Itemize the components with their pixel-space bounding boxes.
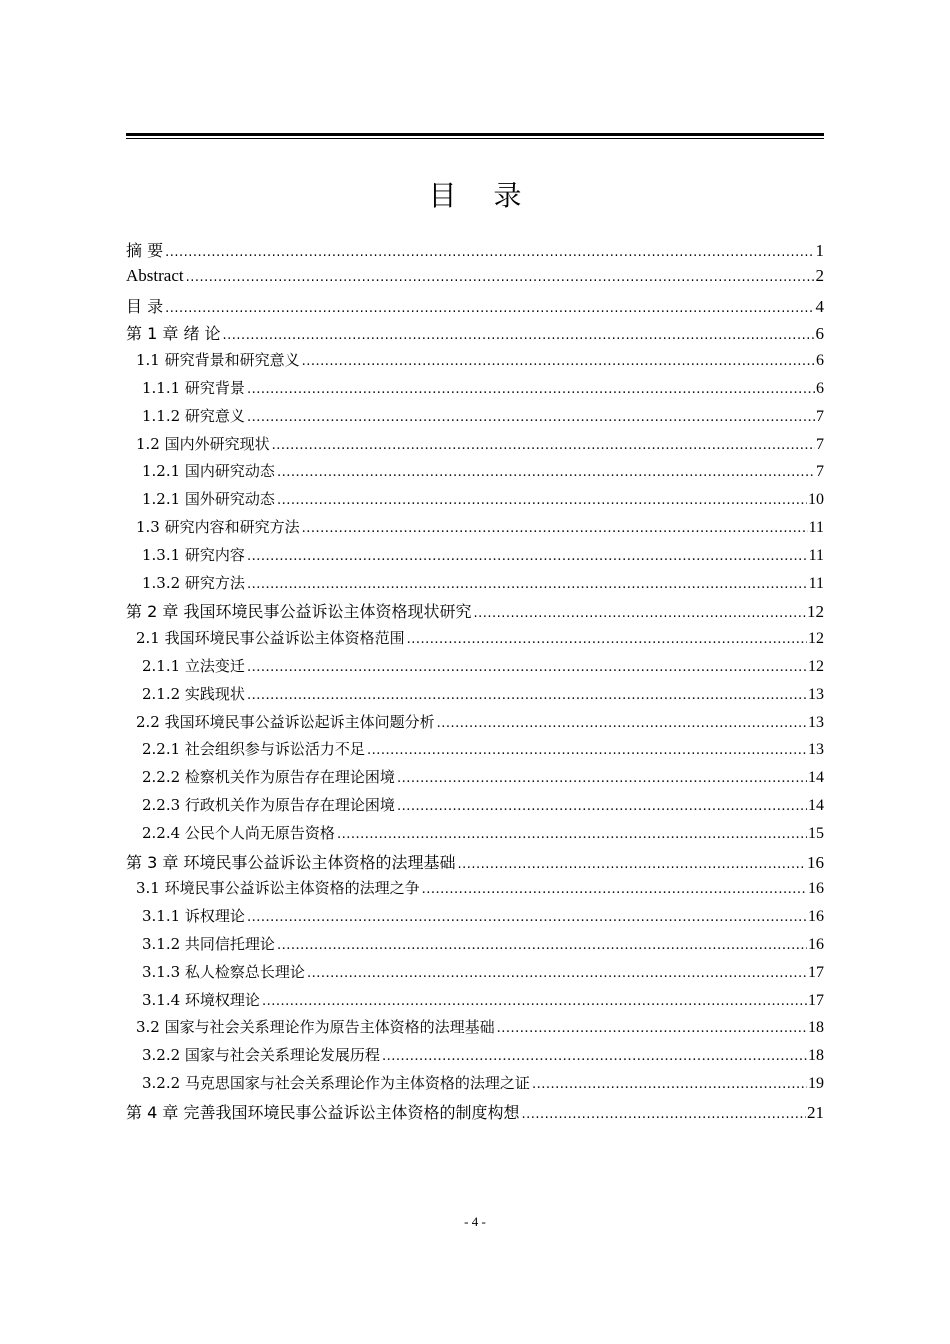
toc-entry-page: 12 <box>807 602 824 622</box>
toc-entry-page: 13 <box>808 713 824 731</box>
toc-entry-label: 3.2.2 国家与社会关系理论发展历程 <box>142 1046 380 1065</box>
toc-entry[interactable] <box>126 1016 824 1044</box>
toc-entry-page: 11 <box>808 574 824 592</box>
toc-entry[interactable] <box>126 627 824 655</box>
toc-dot-leader <box>382 1049 807 1064</box>
toc-entry-label: 第 3 章 环境民事公益诉讼主体资格的法理基础 <box>126 852 456 872</box>
toc-dot-leader <box>262 994 807 1009</box>
toc-dot-leader <box>186 270 815 285</box>
toc-dot-leader <box>407 632 807 647</box>
toc-entry-label: 3.1.2 共同信托理论 <box>142 934 275 953</box>
toc-entry-page: 13 <box>808 741 824 759</box>
toc-entry[interactable] <box>126 905 824 933</box>
toc-entry-label: 2.1 我国环境民事公益诉讼主体资格范围 <box>136 629 405 648</box>
toc-dot-leader <box>337 827 807 842</box>
toc-entry[interactable] <box>126 766 824 794</box>
header-double-rule <box>126 133 824 139</box>
toc-entry-page: 16 <box>808 880 824 898</box>
toc-entry[interactable] <box>126 294 824 322</box>
toc-entry-page: 6 <box>816 379 824 397</box>
toc-dot-leader <box>457 857 806 872</box>
toc-entry-page: 4 <box>815 296 824 316</box>
toc-entry-label: 3.1.4 环境权理论 <box>142 990 260 1009</box>
toc-entry-page: 7 <box>816 463 824 481</box>
toc-dot-leader <box>532 1077 807 1092</box>
toc-entry-label: 2.1.2 实践现状 <box>142 684 245 703</box>
toc-entry[interactable] <box>126 961 824 989</box>
toc-entry-page: 18 <box>808 1019 824 1037</box>
toc-entry-page: 16 <box>807 852 824 872</box>
toc-entry-label: 1.1.2 研究意义 <box>142 406 245 425</box>
toc-entry-label: 2.2.3 行政机关作为原告存在理论困境 <box>142 795 395 814</box>
toc-entry-page: 18 <box>808 1047 824 1065</box>
toc-dot-leader <box>367 743 807 758</box>
toc-dot-leader <box>277 938 807 953</box>
toc-entry[interactable] <box>126 516 824 544</box>
toc-entry[interactable] <box>126 989 824 1017</box>
toc-entry-page: 21 <box>807 1102 824 1122</box>
toc-entry-page: 12 <box>808 630 824 648</box>
toc-dot-leader <box>521 1107 806 1122</box>
toc-entry-label: 3.1.3 私人检察总长理论 <box>142 962 305 981</box>
header-rule-thin <box>126 138 824 139</box>
toc-dot-leader <box>165 245 814 260</box>
toc-entry-page: 19 <box>808 1074 824 1092</box>
toc-entry[interactable] <box>126 711 824 739</box>
toc-entry-label: 1.2.1 国外研究动态 <box>142 490 275 509</box>
toc-entry[interactable] <box>126 544 824 572</box>
toc-entry-label: 1.3.2 研究方法 <box>142 573 245 592</box>
toc-entry[interactable] <box>126 349 824 377</box>
toc-entry-page: 7 <box>816 435 824 453</box>
toc-dot-leader <box>397 771 807 786</box>
page-number: - 4 - <box>464 1214 486 1229</box>
toc-title: 目 录 <box>428 179 536 212</box>
toc-entry-page: 15 <box>808 824 824 842</box>
toc-entry[interactable] <box>126 572 824 600</box>
toc-entry-page: 11 <box>808 546 824 564</box>
toc-dot-leader <box>422 882 807 897</box>
toc-entry[interactable] <box>126 377 824 405</box>
toc-entry-page: 17 <box>808 963 824 981</box>
toc-entry[interactable] <box>126 321 824 349</box>
toc-entry-page: 14 <box>808 769 824 787</box>
toc-dot-leader <box>223 328 815 343</box>
toc-entry-page: 6 <box>815 324 824 344</box>
toc-dot-leader <box>247 382 815 397</box>
toc-entry-label: 摘 要 <box>126 241 164 260</box>
toc-entry[interactable] <box>126 433 824 461</box>
toc-entry-label: 第 4 章 完善我国环境民事公益诉讼主体资格的制度构想 <box>126 1102 520 1122</box>
toc-entry[interactable] <box>126 488 824 516</box>
toc-entry-page: 2 <box>815 265 824 285</box>
toc-entry-label: 1.3.1 研究内容 <box>142 545 245 564</box>
toc-entry-label: 2.2.1 社会组织参与诉讼活力不足 <box>142 740 365 759</box>
toc-entry[interactable] <box>126 1044 824 1072</box>
toc-entry-label: 1.1 研究背景和研究意义 <box>136 351 300 370</box>
toc-entry-label: 1.3 研究内容和研究方法 <box>136 517 300 536</box>
toc-dot-leader <box>302 521 808 536</box>
toc-dot-leader <box>272 438 815 453</box>
toc-dot-leader <box>247 549 808 564</box>
toc-entry[interactable] <box>126 683 824 711</box>
toc-entry-label: 目 录 <box>126 296 164 316</box>
toc-entry-page: 1 <box>815 241 824 260</box>
toc-entry[interactable] <box>126 794 824 822</box>
toc-entry-label: 2.2.2 检察机关作为原告存在理论困境 <box>142 768 395 787</box>
toc-entry[interactable] <box>126 850 824 878</box>
toc-entry-page: 13 <box>808 685 824 703</box>
toc-entry[interactable] <box>126 238 824 266</box>
toc-entry-label: 2.2 我国环境民事公益诉讼起诉主体问题分析 <box>136 712 435 731</box>
toc-dot-leader <box>437 716 807 731</box>
header-rule-thick <box>126 133 824 136</box>
toc-entry[interactable] <box>126 822 824 850</box>
toc-entry-label: 1.2 国内外研究现状 <box>136 434 270 453</box>
toc-entry[interactable] <box>126 655 824 683</box>
toc-entry-label: 第 2 章 我国环境民事公益诉讼主体资格现状研究 <box>126 602 472 622</box>
toc-entry-page: 10 <box>808 491 824 509</box>
toc-dot-leader <box>247 688 807 703</box>
toc-dot-leader <box>247 910 807 925</box>
toc-dot-leader <box>247 660 807 675</box>
toc-entry[interactable] <box>126 933 824 961</box>
toc-entry[interactable] <box>126 599 824 627</box>
toc-entry[interactable] <box>126 405 824 433</box>
toc-entry[interactable] <box>126 266 824 294</box>
toc-entry-label: 3.1.1 诉权理论 <box>142 907 245 926</box>
toc-entry-label: 1.2.1 国内研究动态 <box>142 462 275 481</box>
toc-entry-label: 3.1 环境民事公益诉讼主体资格的法理之争 <box>136 879 420 898</box>
toc-entry-label: 2.2.4 公民个人尚无原告资格 <box>142 823 335 842</box>
toc-entry[interactable] <box>126 738 824 766</box>
toc-entry-label: 第 1 章 绪 论 <box>126 324 221 344</box>
toc-dot-leader <box>165 301 814 316</box>
toc-dot-leader <box>277 493 807 508</box>
toc-entry-label: 3.2.2 马克思国家与社会关系理论作为主体资格的法理之证 <box>142 1073 530 1092</box>
toc-entry[interactable] <box>126 1100 824 1128</box>
toc-entry-page: 11 <box>808 518 824 536</box>
toc-entry-label: 3.2 国家与社会关系理论作为原告主体资格的法理基础 <box>136 1018 495 1037</box>
toc-entry-page: 6 <box>816 352 824 370</box>
table-of-contents <box>126 238 824 1128</box>
toc-entry[interactable] <box>126 1072 824 1100</box>
toc-entry-label: Abstract <box>126 265 184 285</box>
toc-dot-leader <box>397 799 807 814</box>
toc-entry-page: 17 <box>808 991 824 1009</box>
toc-entry-page: 16 <box>808 935 824 953</box>
toc-dot-leader <box>307 966 807 981</box>
toc-dot-leader <box>473 606 806 621</box>
toc-entry-label: 2.1.1 立法变迁 <box>142 656 245 675</box>
toc-dot-leader <box>247 577 808 592</box>
toc-dot-leader <box>277 465 815 480</box>
toc-entry[interactable] <box>126 877 824 905</box>
toc-entry-page: 7 <box>816 407 824 425</box>
toc-dot-leader <box>497 1021 807 1036</box>
toc-dot-leader <box>302 354 815 369</box>
toc-entry-label: 1.1.1 研究背景 <box>142 378 245 397</box>
toc-dot-leader <box>247 410 815 425</box>
toc-entry-page: 12 <box>808 657 824 675</box>
toc-entry[interactable] <box>126 460 824 488</box>
toc-entry-page: 16 <box>808 908 824 926</box>
toc-entry-page: 14 <box>808 796 824 814</box>
